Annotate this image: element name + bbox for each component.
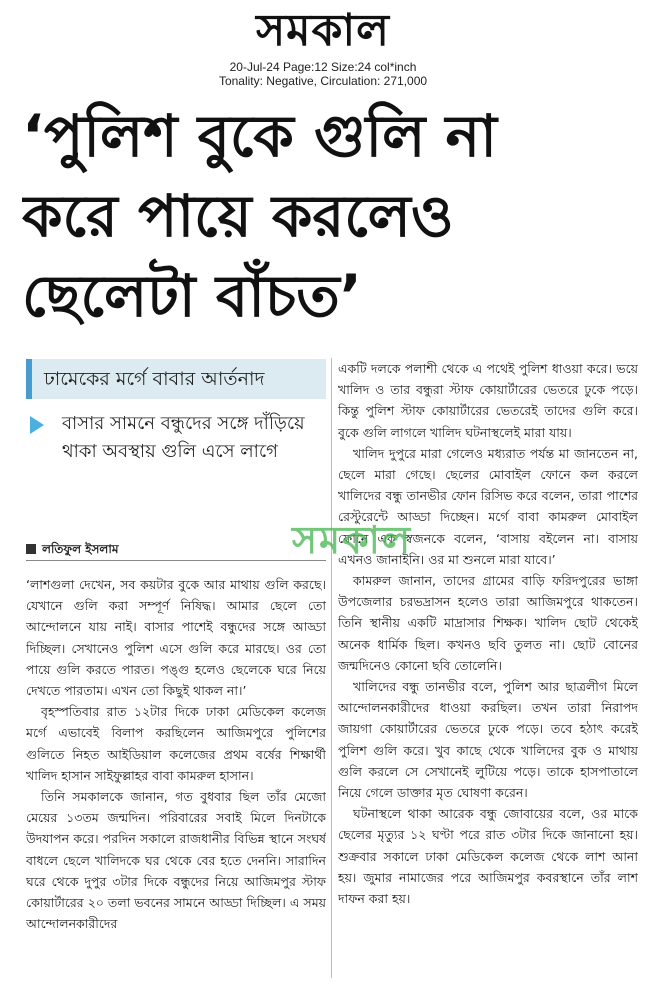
headline-line-1: ‘পুলিশ বুকে গুলি না: [22, 102, 497, 170]
column-divider: [331, 358, 332, 978]
paragraph-3: তিনি সমকালকে জানান, গত বুধবার ছিল তাঁর মেজো মেয়ের ১৩তম জন্মদিন। পরিবারের সবাই মিলে দিনটাকে উদযাপন করে। পরদিন সকালে রাজধানীর বিভিন্ন স্থানে সংঘর্ষ বাধলে ছেলে খালিদকে ঘর থেকে বের হতে দেননি। সারাদিন ঘরে থেকে দুপুর ৩টার দিকে বন্ধুদের নিয়ে আজিমপুর স্টাফ কোয়ার্টারের ২০ তলা ভবনের সামনে আড্ডা দিচ্ছিল। এ সময় আন্দোলনকারীদের: [26, 789, 326, 932]
paragraph-6: কামরুল জানান, তাদের গ্রামের বাড়ি ফরিদপুরের ভাঙ্গা উপজেলার চরভদ্রাসন হলেও তারা আজিমপুরে থাকতেন। তিনি স্থানীয় একটি মাদ্রাসার শিক্ষক। খালিদ ছোট থেকেই অনেক ধার্মিক ছিল। কখনও ছবি তুলত না। ছোট বোনের জন্মদিনেও কোনো ছবি তোলেনি।: [338, 573, 638, 673]
samakal-watermark: সমকাল: [291, 517, 413, 562]
article-column-2: [338, 358, 638, 978]
headline: [22, 96, 632, 336]
headline-line-3: ছেলেটা বাঁচত’: [22, 262, 362, 330]
paragraph-7: খালিদের বন্ধু তানভীর বলে, পুলিশ আর ছাত্রলীগ মিলে আন্দোলনকারীদের ধাওয়া করছিল। তখন তারা নিরাপদ জায়গা কোয়ার্টারের ভেতরে ঢুকে পড়ে। তবে হঠাৎ করেই পুলিশ গুলি করে। খুব কাছে থেকে খালিদের বুক ও মাথায় গুলি করলে সে সেখানেই লুটিয়ে পড়ে। তাকে হাসপাতালে নিয়ে গেলে ডাক্তার মৃত ঘোষণা করেন।: [338, 679, 638, 801]
clipping-meta-date: 20-Jul-24 Page:12 Size:24 col*inch: [229, 60, 417, 74]
clipping-meta-tonality: Tonality: Negative, Circulation: 271,000: [218, 74, 428, 88]
kicker-banner: ঢামেকের মর্গে বাবার আর্তনাদ: [26, 359, 326, 399]
square-bullet-icon: [26, 544, 36, 554]
paragraph-8: ঘটনাস্থলে থাকা আরেক বন্ধু জোবায়ের বলে, ওর মাকে ছেলের মৃত্যুর ১২ ঘণ্টা পরে রাত ৩টার দিকে জানানো হয়। শুক্রবার সকালে ঢাকা মেডিকেল কলেজ থেকে লাশ আনা হয়। জুমার নামাজের পরে আজিমপুর কবরস্থানে তাঁর লাশ দাফন করা হয়।: [338, 806, 638, 907]
paragraph-1: ‘লাশগুলা দেখেন, সব কয়টার বুকে আর মাথায় গুলি করছে। যেখানে গুলি করা সম্পূর্ণ নিষিদ্ধ। আমার ছেলে তো আন্দোলনে যায় নাই। বাসার পাশেই বন্ধুদের সঙ্গে আড্ডা দিচ্ছিল। সেখানেও পুলিশ এসে গুলি করে মারছে। ওর তো পায়ে গুলি করতে পারত। পঙ্গু হলেও ছেলেকে ঘরে নিয়ে দেখতে পারতাম। এখন তো কিছুই থাকল না।’: [26, 577, 326, 699]
byline-author: লতিফুল ইসলাম: [42, 542, 119, 556]
newspaper-masthead: সমকাল: [256, 5, 390, 56]
subheadline: বাসার সামনে বন্ধুদের সঙ্গে দাঁড়িয়ে থাকা অবস্থায় গুলি এসে লাগে: [62, 413, 305, 462]
triangle-bullet-icon: [30, 416, 44, 434]
headline-line-2: করে পায়ে করলেও: [22, 182, 454, 250]
paragraph-2: বৃহস্পতিবার রাত ১২টার দিকে ঢাকা মেডিকেল কলেজ মর্গে এভাবেই বিলাপ করছিলেন আজিমপুরে পুলিশের গুলিতে নিহত আইডিয়াল কলেজের প্রথম বর্ষের শিক্ষার্থী খালিদ হাসান সাইফুল্লাহর বাবা কামরুল হাসান।: [26, 704, 326, 783]
paragraph-5: খালিদ দুপুরে মারা গেলেও মধ্যরাত পর্যন্ত মা জানতেন না, ছেলে মারা গেছে। ছেলের মোবাইল ফোনে কল করলে খালিদের বন্ধু তানভীর ফোন রিসিভ করে বলেন, তারা পাশের রেস্টুরেন্টে আড্ডা দিচ্ছেন। মর্গে বাবা কামরুল মোবাইল ফোনে এক স্বজনকে বলেন, ‘বাসায় বইলেন না। বাসায় এখনও জানাইনি। ওর মা শুনলে মারা যাবে।’: [338, 445, 638, 567]
paragraph-4: একটি দলকে পলাশী থেকে এ পথেই পুলিশ ধাওয়া করে। ভয়ে খালিদ ও তার বন্ধুরা স্টাফ কোয়ার্টারের ভেতরে ঢুকে পড়ে। কিন্তু পুলিশ স্টাফ কোয়ার্টারের ভেতরেই তাদের গুলি করে। বুকে গুলি লাগলে খালিদ ঘটনাস্থলেই মারা যায়।: [338, 361, 638, 440]
article-column-1: [26, 574, 326, 978]
